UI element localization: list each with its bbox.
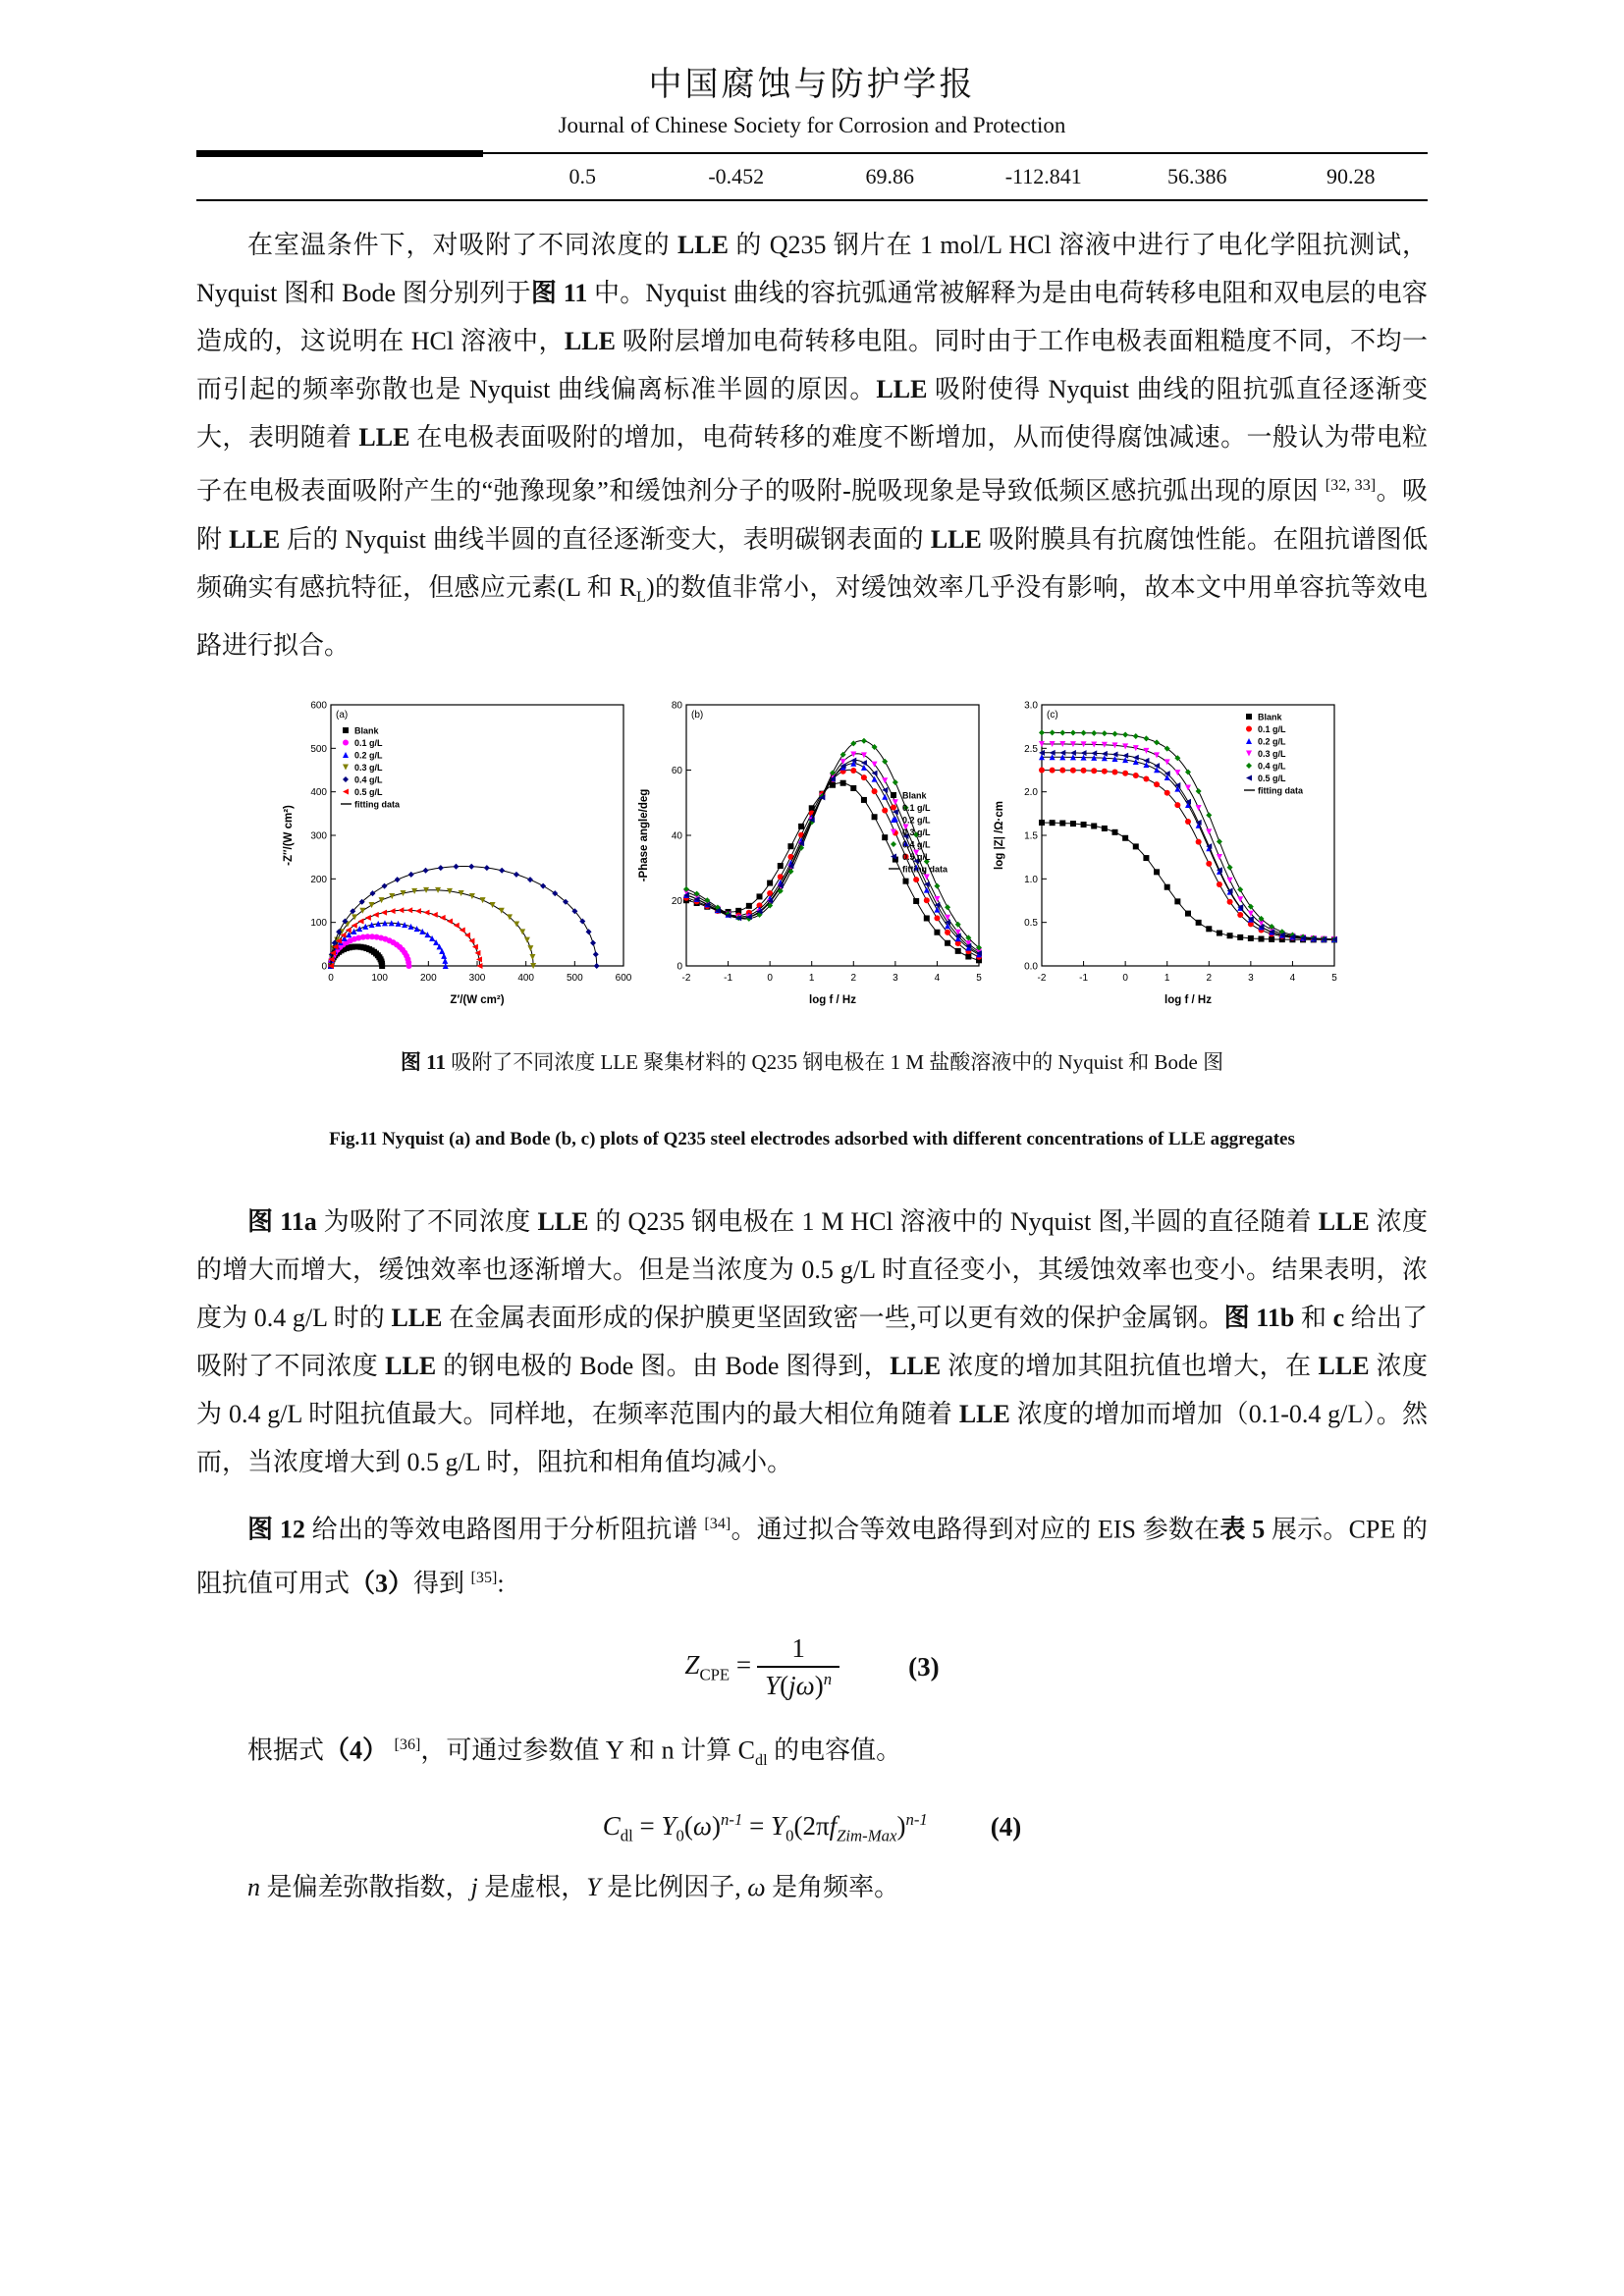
svg-text:0.0: 0.0: [1024, 961, 1038, 973]
svg-text:0.3 g/L: 0.3 g/L: [1258, 748, 1286, 759]
svg-text:0: 0: [1122, 972, 1128, 984]
figure-caption-en: Fig.11 Nyquist (a) and Bode (b, c) plots of Q235 steel electrodes adsorbed with different concentrations of LLE aggregates: [329, 1128, 1295, 1149]
svg-text:1.0: 1.0: [1024, 874, 1038, 885]
svg-text:0.5: 0.5: [1024, 918, 1038, 930]
table-fragment: [196, 152, 1428, 201]
chart-nyquist: [280, 695, 633, 1009]
svg-text:400: 400: [310, 787, 327, 799]
paragraph-3: 图 12 给出的等效电路图用于分析阻抗谱 [34]。通过拟合等效电路得到对应的 EIS 参数在表 5 展示。CPE 的阻抗值可用式（3）得到 [35]:: [196, 1515, 1428, 1598]
svg-text:0: 0: [321, 961, 327, 973]
figure-11: [196, 695, 1428, 1009]
chart-bode-phase: [635, 695, 989, 1009]
eq3-number: (3): [908, 1652, 940, 1682]
svg-text:2.0: 2.0: [1024, 787, 1038, 799]
svg-text:0.4 g/L: 0.4 g/L: [902, 839, 931, 850]
svg-text:Z′/(W cm²): Z′/(W cm²): [450, 993, 505, 1006]
svg-text:log f / Hz: log f / Hz: [1164, 993, 1212, 1006]
svg-text:80: 80: [671, 700, 682, 712]
svg-text:500: 500: [566, 972, 583, 984]
svg-text:Blank: Blank: [354, 725, 379, 736]
svg-text:1: 1: [808, 972, 815, 984]
svg-text:(a): (a): [336, 709, 349, 721]
svg-text:-Phase angle/deg: -Phase angle/deg: [638, 788, 650, 882]
svg-text:0: 0: [328, 972, 334, 984]
svg-text:0.3 g/L: 0.3 g/L: [354, 762, 383, 773]
svg-text:0.5 g/L: 0.5 g/L: [1258, 773, 1286, 783]
svg-text:200: 200: [419, 972, 437, 984]
svg-text:Blank: Blank: [902, 790, 927, 801]
table-value: 56.386: [1167, 164, 1227, 188]
equation-3: [196, 1632, 1428, 1703]
table-value: 0.5: [568, 164, 596, 188]
eq3-lhs: $Z_{CPE}$ =: [684, 1650, 752, 1684]
equation-4: [196, 1810, 1428, 1845]
svg-text:40: 40: [671, 830, 682, 842]
table-value: 69.86: [865, 164, 914, 188]
svg-text:Blank: Blank: [1258, 712, 1282, 722]
svg-text:200: 200: [310, 874, 327, 885]
svg-text:100: 100: [371, 972, 389, 984]
eq4-number: (4): [990, 1812, 1022, 1842]
svg-text:300: 300: [468, 972, 486, 984]
svg-text:60: 60: [671, 765, 682, 776]
svg-text:1.5: 1.5: [1024, 830, 1038, 842]
svg-text:0: 0: [677, 961, 682, 973]
svg-text:20: 20: [671, 895, 682, 907]
svg-text:-2: -2: [1037, 972, 1047, 984]
page-content: [196, 152, 1428, 1911]
svg-text:600: 600: [615, 972, 632, 984]
paragraph-4: 根据式（4） [36]，可通过参数值 Y 和 n 计算 $C_{dl}$ 的电容值。: [247, 1735, 902, 1769]
svg-text:600: 600: [310, 700, 327, 712]
svg-text:fitting data: fitting data: [902, 864, 947, 875]
svg-text:-2: -2: [681, 972, 691, 984]
svg-text:(b): (b): [691, 709, 704, 721]
svg-text:0.2 g/L: 0.2 g/L: [902, 815, 931, 826]
svg-text:5: 5: [1331, 972, 1337, 984]
journal-header: [0, 57, 1624, 138]
eq3-denominator: $Y(j\omega)^n$: [757, 1666, 839, 1703]
svg-text:0.2 g/L: 0.2 g/L: [1258, 736, 1286, 747]
eq4-body: $C_{dl} = Y_0(\omega)^{n-1} = Y_0(2\pi f_{Zim-Max})^{n-1}$: [602, 1809, 928, 1844]
svg-text:0.1 g/L: 0.1 g/L: [1258, 723, 1286, 734]
svg-text:0.5 g/L: 0.5 g/L: [354, 786, 383, 797]
table-value: -0.452: [708, 164, 765, 188]
table-fragment-values: [196, 154, 1428, 199]
svg-text:fitting data: fitting data: [354, 799, 400, 810]
svg-text:-1: -1: [724, 972, 733, 984]
table-rule-thick: [196, 150, 483, 157]
eq3-fraction: [757, 1632, 839, 1703]
svg-text:0.1 g/L: 0.1 g/L: [354, 737, 383, 748]
eq3-numerator: 1: [791, 1633, 805, 1664]
svg-text:3: 3: [893, 972, 898, 984]
svg-text:0.1 g/L: 0.1 g/L: [902, 802, 931, 813]
svg-text:5: 5: [976, 972, 982, 984]
svg-text:3: 3: [1248, 972, 1254, 984]
journal-title-cn: 中国腐蚀与防护学报: [648, 67, 976, 103]
svg-text:fitting data: fitting data: [1258, 785, 1303, 796]
paragraph-2: 图 11a 为吸附了不同浓度 LLE 的 Q235 钢电极在 1 M HCl 溶液中的 Nyquist 图,半圆的直径随着 LLE 浓度的增大而增大，缓蚀效率也逐渐增大。但是当浓度为 0.5 g/L 时直径变小，其缓蚀效率也变小。结果表明，浓度为 0.4 g/L 时的 LLE 在金属表面形成的保护膜更坚固致密一些,可以更有效的保护金属钢。图 11b 和 c 给出了吸附了不同浓度 LLE 的钢电极的 Bode 图。由 Bode 图得到，LLE 浓度的增加其阻抗值也增大，在 LLE 浓度为 0.4 g/L 时阻抗值最大。同样地，在频率范围内的最大相位角随着 LLE 浓度的增加而增加（0.1-0.4 g/L）。然而，当浓度增大到 0.5 g/L 时，阻抗和相角值均减小。: [196, 1206, 1428, 1476]
svg-text:log f / Hz: log f / Hz: [809, 993, 856, 1006]
figure-caption-cn: 图 11 吸附了不同浓度 LLE 聚集材料的 Q235 钢电极在 1 M 盐酸溶液中的 Nyquist 和 Bode 图: [400, 1049, 1224, 1074]
svg-text:4: 4: [1289, 972, 1296, 984]
svg-text:log |Z| /Ω·cm: log |Z| /Ω·cm: [994, 800, 1005, 870]
svg-text:0.5 g/L: 0.5 g/L: [902, 851, 931, 862]
table-value: 90.28: [1326, 164, 1376, 188]
paragraph-1: 在室温条件下，对吸附了不同浓度的 LLE 的 Q235 钢片在 1 mol/L HCl 溶液中进行了电化学阻抗测试，Nyquist 图和 Bode 图分别列于图 11 中。Nyquist 曲线的容抗弧通常被解释为是由电荷转移电阻和双电层的电容造成的，这说明在 HCl 溶液中，LLE 吸附层增加电荷转移电阻。同时由于工作电极表面粗糙度不同，不均一而引起的频率弥散也是 Nyquist 曲线偏离标准半圆的原因。LLE 吸附使得 Nyquist 曲线的阻抗弧直径逐渐变大，表明随着 LLE 在电极表面吸附的增加，电荷转移的难度不断增加，从而使得腐蚀减速。一般认为带电粒子在电极表面吸附产生的“弛豫现象”和缓蚀剂分子的吸附-脱吸现象是导致低频区感抗弧出现的原因 [32, 33]。吸附 LLE 后的 Nyquist 曲线半圆的直径逐渐变大，表明碳钢表面的 LLE 吸附膜具有抗腐蚀性能。在阻抗谱图低频确实有感抗特征，但感应元素(L 和 $R_L$)的数值非常小，对缓蚀效率几乎没有影响，故本文中用单容抗等效电路进行拟合。: [196, 231, 1429, 660]
svg-text:300: 300: [310, 830, 327, 842]
svg-text:100: 100: [310, 918, 327, 930]
svg-text:3.0: 3.0: [1024, 700, 1038, 712]
svg-text:1: 1: [1164, 972, 1170, 984]
svg-text:-1: -1: [1079, 972, 1089, 984]
journal-title-en: Journal of Chinese Society for Corrosion and Protection: [558, 113, 1066, 137]
svg-text:0.4 g/L: 0.4 g/L: [1258, 761, 1286, 772]
chart-bode-magnitude: [991, 695, 1344, 1009]
svg-text:400: 400: [517, 972, 535, 984]
svg-text:2.5: 2.5: [1024, 743, 1038, 755]
svg-text:2: 2: [1206, 972, 1213, 984]
table-value: -112.841: [1004, 164, 1082, 188]
svg-text:0.3 g/L: 0.3 g/L: [902, 827, 931, 837]
svg-text:0.4 g/L: 0.4 g/L: [354, 774, 383, 785]
svg-text:0.2 g/L: 0.2 g/L: [354, 750, 383, 761]
svg-text:500: 500: [310, 743, 327, 755]
paragraph-5: n 是偏差弥散指数，j 是虚根，Y 是比例因子, ω 是角频率。: [247, 1872, 900, 1901]
svg-text:-Z″/(W cm²): -Z″/(W cm²): [283, 804, 295, 866]
svg-text:0: 0: [767, 972, 773, 984]
svg-text:(c): (c): [1047, 709, 1058, 721]
svg-text:4: 4: [934, 972, 941, 984]
svg-text:2: 2: [850, 972, 857, 984]
